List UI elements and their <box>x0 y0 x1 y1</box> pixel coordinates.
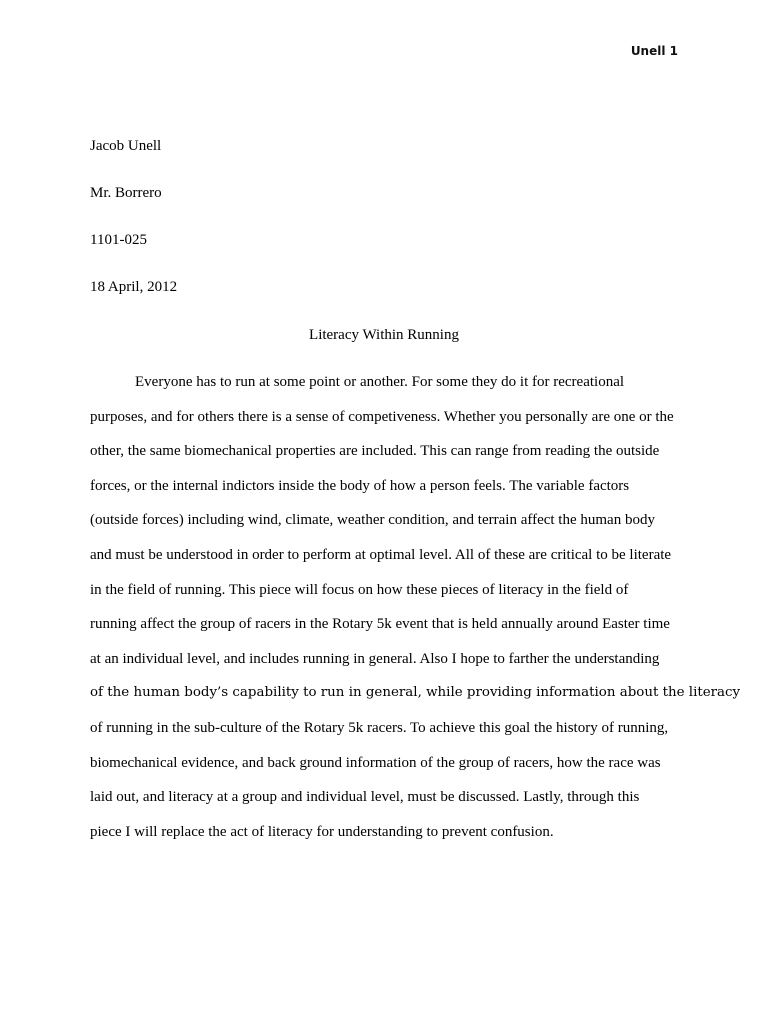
paragraph-line: Everyone has to run at some point or another. For some they do it for recreational <box>135 374 625 390</box>
paragraph-line: at an individual level, and includes running in general. Also I hope to farther the understanding <box>90 650 660 667</box>
instructor-name: Mr. Borrero <box>90 185 162 201</box>
essay-title: Literacy Within Running <box>309 327 459 343</box>
running-header: Unell 1 <box>630 44 678 58</box>
paragraph-line: of the human body’s capability to run in general, while providing information about the literacy <box>90 685 741 701</box>
paragraph-line: purposes, and for others there is a sense of competiveness. Whether you personally are one or the <box>90 408 674 425</box>
paragraph-line: in the field of running. This piece will focus on how these pieces of literacy in the field of <box>90 581 629 598</box>
paragraph-line: running affect the group of racers in the Rotary 5k event that is held annually around Easter time <box>90 616 670 633</box>
paragraph-line: (outside forces) including wind, climate, weather condition, and terrain affect the human body <box>90 512 655 529</box>
body-paragraph <box>90 370 741 854</box>
paragraph-line: laid out, and literacy at a group and individual level, must be discussed. Lastly, through this <box>90 789 640 806</box>
paragraph-line: piece I will replace the act of literacy for understanding to prevent confusion. <box>90 823 554 840</box>
paragraph-line: forces, or the internal indictors inside the body of how a person feels. The variable factors <box>90 477 630 494</box>
course-number: 1101-025 <box>90 232 147 248</box>
author-name: Jacob Unell <box>90 138 162 154</box>
mla-heading <box>90 134 177 322</box>
submission-date: 18 April, 2012 <box>90 279 178 295</box>
paragraph-line: other, the same biomechanical properties are included. This can range from reading the outside <box>90 443 660 460</box>
paragraph-line: biomechanical evidence, and back ground information of the group of racers, how the race was <box>90 754 661 771</box>
paragraph-line: of running in the sub-culture of the Rotary 5k racers. To achieve this goal the history of running, <box>90 719 669 736</box>
paragraph-line: and must be understood in order to perform at optimal level. All of these are critical to be literate <box>90 546 672 563</box>
